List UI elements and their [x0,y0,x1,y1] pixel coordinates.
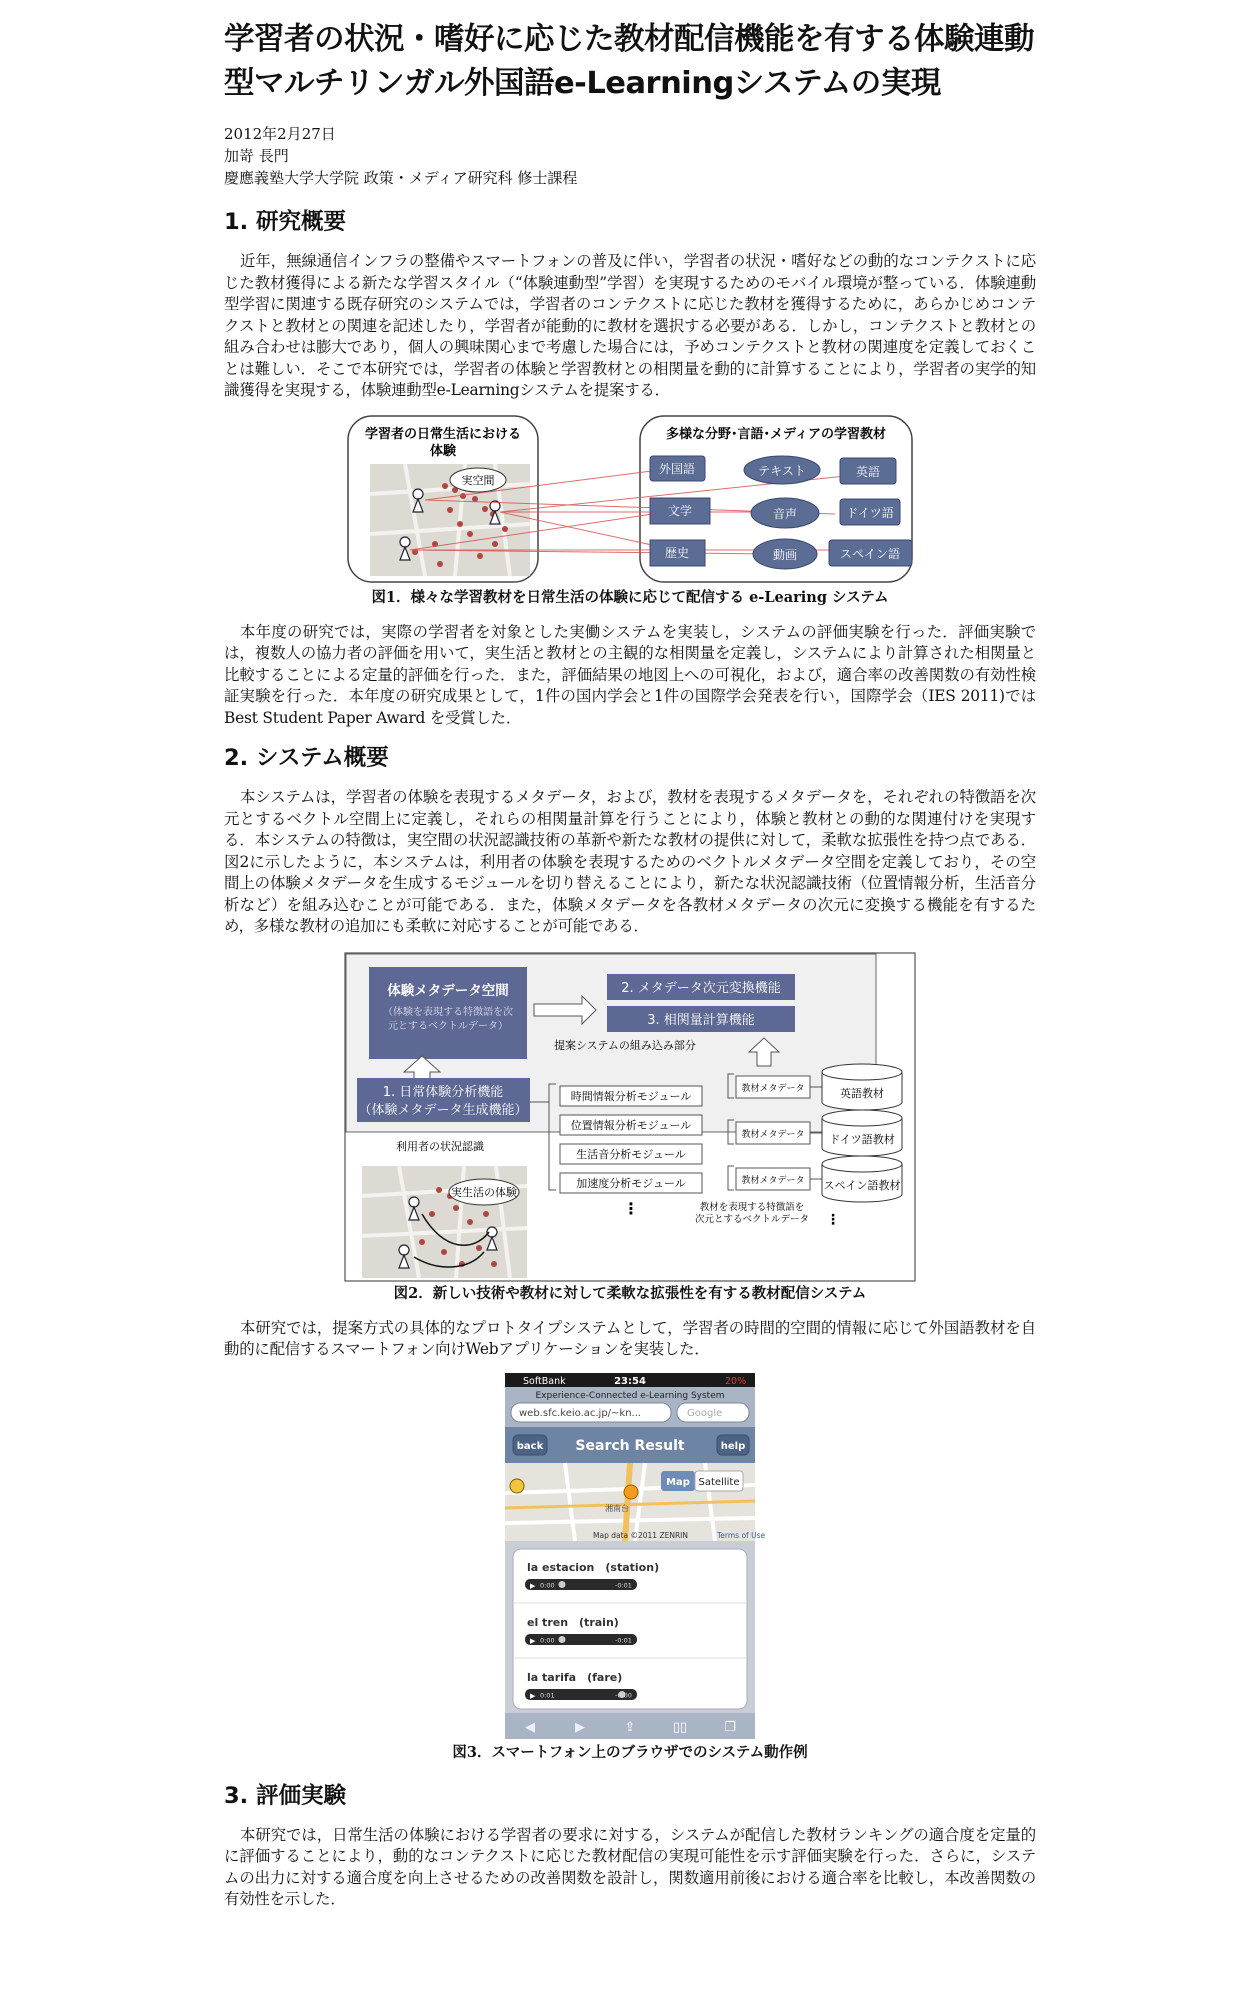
bookmarks-icon[interactable]: ▯▯ [672,1719,688,1735]
audio-elapsed: 0:01 [540,1691,555,1699]
figure-1-caption: 図1．様々な学習教材を日常生活の体験に応じて配信する e-Learing システム [371,588,889,606]
figure-2-caption: 図2．新しい技術や教材に対して柔軟な拡張性を有する教材配信システム [393,1284,867,1302]
fig2-vec-note: 教材を表現する特徴語を [699,1201,805,1213]
fig2-space-sub: （体験を表現する特徴語を次 [383,1006,513,1018]
fig2-space-sub-2: 元とするベクトルデータ） [388,1020,508,1032]
result-label: la estacion (station) [527,1560,660,1574]
paper-affiliation: 慶應義塾大学大学院 政策・メディア研究科 修士課程 [224,169,578,187]
fig2-life-bubble: 実生活の体験 [451,1185,517,1199]
result-label: la tarifa (fare) [527,1670,623,1684]
audio-remaining: -0:01 [615,1581,632,1589]
paragraph: 本年度の研究では，実際の学習者を対象とした実働システムを実装し，システムの評価実験を行った．評価実験では，複数人の協力者の評価を用いて，実生活と教材との主観的な相関量を定義し，システムにより計算された相関量と比較することによる定量的評価を行った．また，評価結果の地図上への可視化，および，適合率の改善関数の有効性検証実験を行った．本年度の研究成果として，1件の国内学会と1件の国際学会発表を行い，国際学会（IES 2011)ではBest Student Paper Award を受賞した． [224,622,1036,727]
map-view[interactable] [505,1463,765,1541]
tabs-icon[interactable]: ❐ [724,1719,736,1735]
paragraph: 本研究では，日常生活の体験における学習者の要求に対する，システムが配信した教材ランキングの適合度を定量的に評価することにより，動的なコンテクストに応じた教材配信の実現可能性を示す評価実験を行った．さらに，システムの出力に対する適合度を向上させるための改善関数を設計し，関数適用前後における適合率を比較し，本改善関数の有効性を示した． [224,1825,1036,1908]
fig1-item: 英語 [855,464,881,479]
paper-date: 2012年2月27日 [224,125,336,143]
share-icon[interactable]: ⇪ [624,1719,636,1735]
fig2-func1: 1. 日常体験分析機能 [382,1084,504,1100]
fig1-item: テキスト [758,463,806,478]
fig1-item: スペイン語 [839,546,901,561]
figure-3-caption: 図3．スマートフォン上のブラウザでのシステム動作例 [452,1743,808,1761]
fig2-meta-label: 教材メタデータ [741,1083,805,1094]
fig1-left-title: 学習者の日常生活における [364,426,522,442]
play-icon[interactable]: ▶ [530,1691,536,1700]
svg-text:⋮: ⋮ [623,1198,639,1218]
audio-elapsed: 0:00 [540,1636,555,1644]
audio-scrubber[interactable] [559,1581,566,1588]
fig2-material: ドイツ語教材 [829,1132,895,1146]
paper-page [224,18,1036,1923]
fig2-func2: 2. メタデータ次元変換機能 [621,980,781,996]
fig1-bubble: 実空間 [461,473,495,487]
browser-page-title: Experience-Connected e-Learning System [535,1390,725,1401]
audio-scrubber[interactable] [559,1636,566,1643]
paper-title: 学習者の状況・嗜好に応じた教材配信機能を有する体験連動型マルチリンガル外国語e-Learningシステムの実現 [224,22,1034,101]
paragraph: 近年，無線通信インフラの整備やスマートフォンの普及に伴い，学習者の状況・嗜好などの動的なコンテクストに応じた教材獲得による新たな学習スタイル（“体験連動型”学習）を実現するためのモバイル環境が整っている．体験連動型学習に関連する既存研究のシステムでは，学習者のコンテクストに応じた教材を獲得するために，あらかじめコンテクストと教材との関連を記述したり，学習者が能動的に教材を選択する必要がある．しかし，コンテクストと教材との組み合わせは膨大であり，個人の興味関心まで考慮した場合には，予めコンテクストと教材の関連度を定義しておくことは難しい．そこで本研究では，学習者の体験と学習教材との相関量を動的に計算することにより，学習者の実学的知識獲得を実現する，体験連動型e-Learningシステムを提案する． [224,252,1036,399]
battery-label: 20% [725,1375,747,1387]
browser-search-field[interactable]: Google [687,1407,723,1419]
fig1-item: 外国語 [658,461,696,476]
fig2-module: 時間情報分析モジュール [570,1089,692,1103]
fig2-func1-sub: （体験メタデータ生成機能） [358,1102,528,1118]
map-place-label: 湘南台 [605,1503,629,1513]
audio-remaining: -0:00 [615,1691,632,1699]
fig1-item: 音声 [772,506,798,521]
map-copyright: Map data ©2011 ZENRIN [593,1530,688,1540]
fig2-material: 英語教材 [840,1086,884,1100]
fig2-recog-label: 利用者の状況認識 [396,1139,484,1153]
fig2-module: 位置情報分析モジュール [570,1118,692,1132]
fig1-left-title-2: 体験 [429,443,457,459]
audio-elapsed: 0:00 [540,1581,555,1589]
fig2-func3: 3. 相関量計算機能 [647,1012,755,1028]
browser-url[interactable]: web.sfc.keio.ac.jp/~kn... [519,1407,642,1419]
map-terms-link[interactable]: Terms of Use [717,1530,766,1540]
play-icon[interactable]: ▶ [530,1581,536,1590]
fig2-map-thumbnail [362,1166,527,1278]
fig2-meta-label: 教材メタデータ [741,1175,805,1186]
section-heading: 1. 研究概要 [224,209,347,235]
fig2-module: 加速度分析モジュール [576,1176,686,1190]
fig2-vec-note-2: 次元とするベクトルデータ [694,1213,810,1225]
fig1-item: 文学 [667,503,693,518]
figure-1-diagram [345,414,915,586]
fig1-item: 歴史 [664,545,690,560]
result-label: el tren (train) [527,1615,619,1629]
figure-3 [505,1373,766,1739]
paragraph: 本システムは，学習者の体験を表現するメタデータ，および，教材を表現するメタデータを，それぞれの特徴語を次元とするベクトル空間上に定義し，それらの相関量計算を行うことにより，体験と教材との動的な関連付けを実現する．本システムの特徴は，実空間の状況認識技術の革新や新たな教材の提供に対して，柔軟な拡張性を持つ点である．図2に示したように，本システムは，利用者の体験を表現するためのベクトルメタデータ空間を定義しており，その空間上の体験メタデータを生成するモジュールを切り替えることにより，新たな状況認識技術（位置情報分析，生活音分析など）を組み込むことが可能である．また，体験メタデータを各教材メタデータの次元に変換する機能を有するため，多様な教材の追加にも柔軟に対応することが可能である． [224,788,1036,935]
paper-meta [224,123,1036,189]
figure-1 [345,414,915,586]
figure-2 [344,952,916,1282]
audio-remaining: -0:01 [615,1636,632,1644]
section-heading: 3. 評価実験 [224,1782,347,1809]
browser-forward-icon[interactable]: ▶ [575,1719,585,1735]
map-thumbnail [370,464,530,576]
fig1-item: ドイツ語 [846,505,894,520]
satellite-button-label[interactable]: Satellite [698,1476,740,1488]
figure-3-screenshot [505,1373,766,1739]
back-button-label[interactable]: back [516,1440,544,1452]
help-button-label[interactable]: help [720,1440,746,1452]
paper-author: 加嵜 長門 [224,147,289,165]
figure-2-diagram [344,952,916,1282]
fig2-material: スペイン語教材 [823,1178,901,1192]
fig2-space-title: 体験メタデータ空間 [387,982,509,999]
carrier-label: SoftBank [523,1375,566,1387]
browser-back-icon[interactable]: ◀ [525,1719,535,1735]
fig2-module: 生活音分析モジュール [576,1147,686,1161]
paragraph: 本研究では，提案方式の具体的なプロトタイプシステムとして，学習者の時間的空間的情報に応じて外国語教材を自動的に配信するスマートフォン向けWebアプリケーションを実装した． [224,1318,1036,1358]
map-button-label[interactable]: Map [666,1476,690,1488]
search-result-header: Search Result [575,1437,685,1454]
fig1-item: 動画 [772,547,798,562]
clock-label: 23:54 [614,1375,646,1387]
section-heading: 2. システム概要 [224,745,389,771]
fig1-right-title: 多様な分野･言語･メディアの学習教材 [666,426,886,442]
play-icon[interactable]: ▶ [530,1636,536,1645]
svg-text:⋮: ⋮ [826,1211,840,1228]
fig2-meta-label: 教材メタデータ [741,1129,805,1140]
fig2-embed-label: 提案システムの組み込み部分 [554,1038,696,1052]
